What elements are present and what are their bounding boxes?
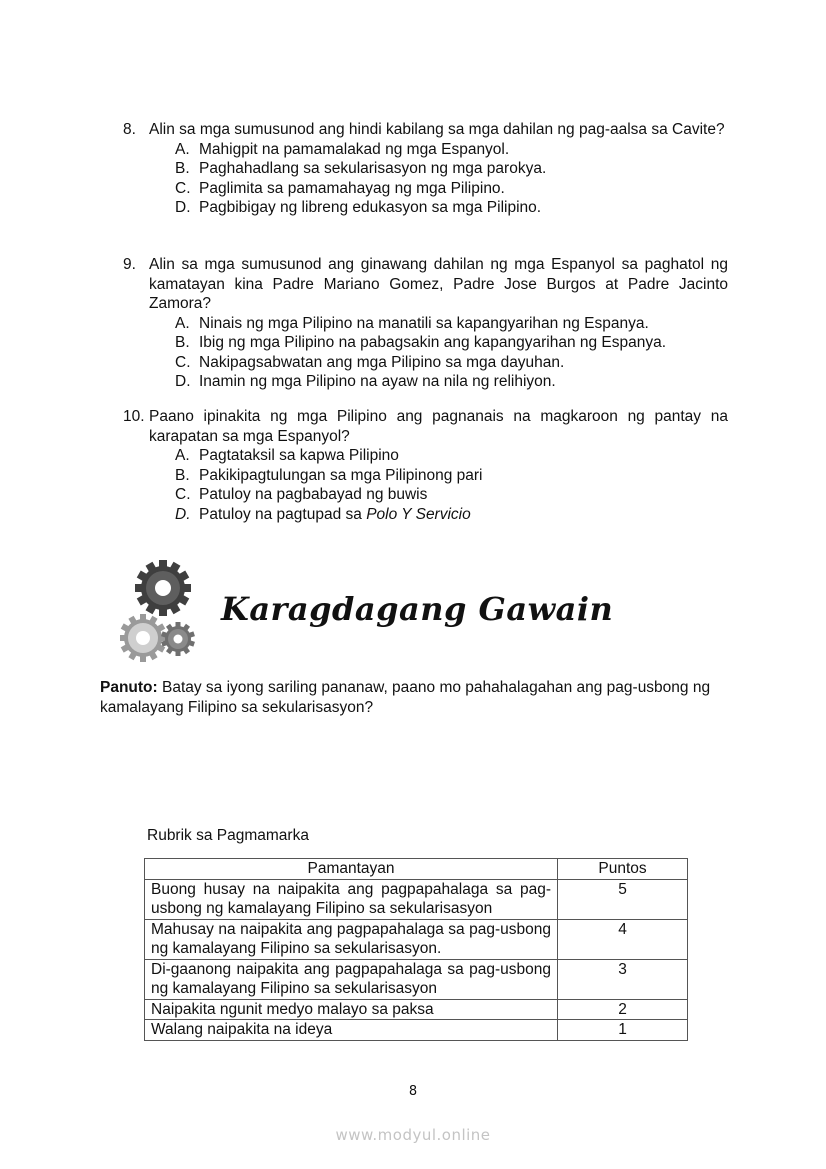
choice-text: Nakipagsabwatan ang mga Pilipino sa mga dayuhan. [199, 353, 565, 371]
choice-text: Paghahadlang sa sekularisasyon ng mga parokya. [199, 160, 547, 177]
choice-a [175, 314, 728, 334]
question-stem: Paano ipinakita ng mga Pilipino ang pagnanais na magkaroon ng pantay na karapatan sa mga Espanyol? [149, 408, 728, 445]
choice-letter: C. [175, 486, 191, 503]
choice-d [175, 372, 728, 392]
points-cell: 3 [558, 959, 688, 999]
points-cell: 5 [558, 879, 688, 919]
choice-b [175, 466, 728, 486]
table-row [145, 959, 688, 999]
rubric-title: Rubrik sa Pagmamarka [147, 827, 309, 844]
choice-text: Pagtataksil sa kapwa Pilipino [199, 447, 399, 464]
choice-letter: C. [175, 179, 191, 197]
question-stem: Alin sa mga sumusunod ang ginawang dahilan ng mga Espanyol sa paghatol ng kamatayan kina Padre Mariano Gomez, Padre Jose Burgos at Padre Jacinto Zamora? [149, 256, 728, 312]
column-header-criteria: Pamantayan [145, 859, 558, 880]
points-cell: 2 [558, 999, 688, 1020]
choice-letter: A. [175, 140, 190, 158]
choice-text: Patuloy na pagbabayad ng buwis [199, 486, 428, 503]
criterion-cell: Mahusay na naipakita ang pagpapahalaga sa pag-usbong ng kamalayang Filipino sa sekularisasyon. [145, 919, 558, 959]
instructions-label: Panuto: [100, 679, 158, 696]
choice-text: Mahigpit na pamamalakad ng mga Espanyol. [199, 140, 510, 158]
table-row [145, 999, 688, 1020]
choice-text: Patuloy na pagtupad sa [199, 505, 367, 523]
choice-text: Pakikipagtulungan sa mga Pilipinong pari [199, 466, 483, 484]
table-header-row [145, 859, 688, 880]
points-cell: 1 [558, 1020, 688, 1041]
choice-c [175, 353, 728, 373]
question-number: 9. [123, 256, 136, 273]
choice-list [175, 446, 728, 524]
column-header-points: Puntos [558, 859, 688, 880]
table-row [145, 879, 688, 919]
choice-d [175, 505, 728, 525]
choice-letter: B. [175, 466, 190, 484]
question-8 [123, 120, 728, 218]
choice-c [175, 485, 728, 505]
choice-text: Pagbibigay ng libreng edukasyon sa mga Pilipino. [199, 199, 542, 216]
choice-letter: C. [175, 353, 191, 371]
question-stem: Alin sa mga sumusunod ang hindi kabilang sa mga dahilan ng pag-aalsa sa Cavite? [149, 121, 725, 138]
choice-a [175, 140, 728, 160]
section-title: Karagdagang Gawain [221, 590, 614, 628]
choice-letter: D. [175, 199, 191, 216]
instructions [100, 678, 740, 718]
criterion-cell: Naipakita ngunit medyo malayo sa paksa [145, 999, 558, 1020]
choice-c [175, 179, 728, 199]
choice-text: Ibig ng mga Pilipino na pabagsakin ang kapangyarihan ng Espanya. [199, 334, 667, 351]
question-number: 8. [123, 121, 136, 138]
gears-icon [120, 558, 200, 664]
choice-letter: D. [175, 373, 191, 390]
points-cell: 4 [558, 919, 688, 959]
watermark: www.modyul.online [335, 1126, 491, 1144]
choice-b [175, 333, 728, 353]
choice-letter: D. [175, 505, 191, 523]
rubric-table [144, 858, 688, 1041]
table-row [145, 919, 688, 959]
choice-list [175, 314, 728, 392]
choice-text: Ninais ng mga Pilipino na manatili sa kapangyarihan ng Espanya. [199, 314, 649, 332]
choice-text-italic: Polo Y Servicio [366, 505, 471, 523]
criterion-cell: Buong husay na naipakita ang pagpapahalaga sa pag-usbong ng kamalayang Filipino sa sekularisasyon [145, 879, 558, 919]
question-10 [123, 407, 728, 524]
criterion-cell: Di-gaanong naipakita ang pagpapahalaga sa pag-usbong ng kamalayang Filipino sa sekularisasyon [145, 959, 558, 999]
page-number: 8 [408, 1084, 418, 1099]
choice-letter: A. [175, 314, 190, 332]
criterion-cell: Walang naipakita na ideya [145, 1020, 558, 1041]
choice-letter: B. [175, 160, 190, 177]
question-9 [123, 255, 728, 392]
table-row [145, 1020, 688, 1041]
choice-text: Inamin ng mga Pilipino na ayaw na nila ng relihiyon. [199, 373, 556, 390]
choice-list [175, 140, 728, 218]
instructions-text: Batay sa iyong sariling pananaw, paano mo pahahalagahan ang pag-usbong ng kamalayang Filipino sa sekularisasyon? [100, 679, 711, 716]
choice-letter: A. [175, 447, 190, 464]
choice-a [175, 446, 728, 466]
choice-text: Paglimita sa pamamahayag ng mga Pilipino. [199, 179, 505, 197]
choice-letter: B. [175, 334, 190, 351]
question-number: 10. [123, 408, 145, 425]
choice-b [175, 159, 728, 179]
choice-d [175, 198, 728, 218]
